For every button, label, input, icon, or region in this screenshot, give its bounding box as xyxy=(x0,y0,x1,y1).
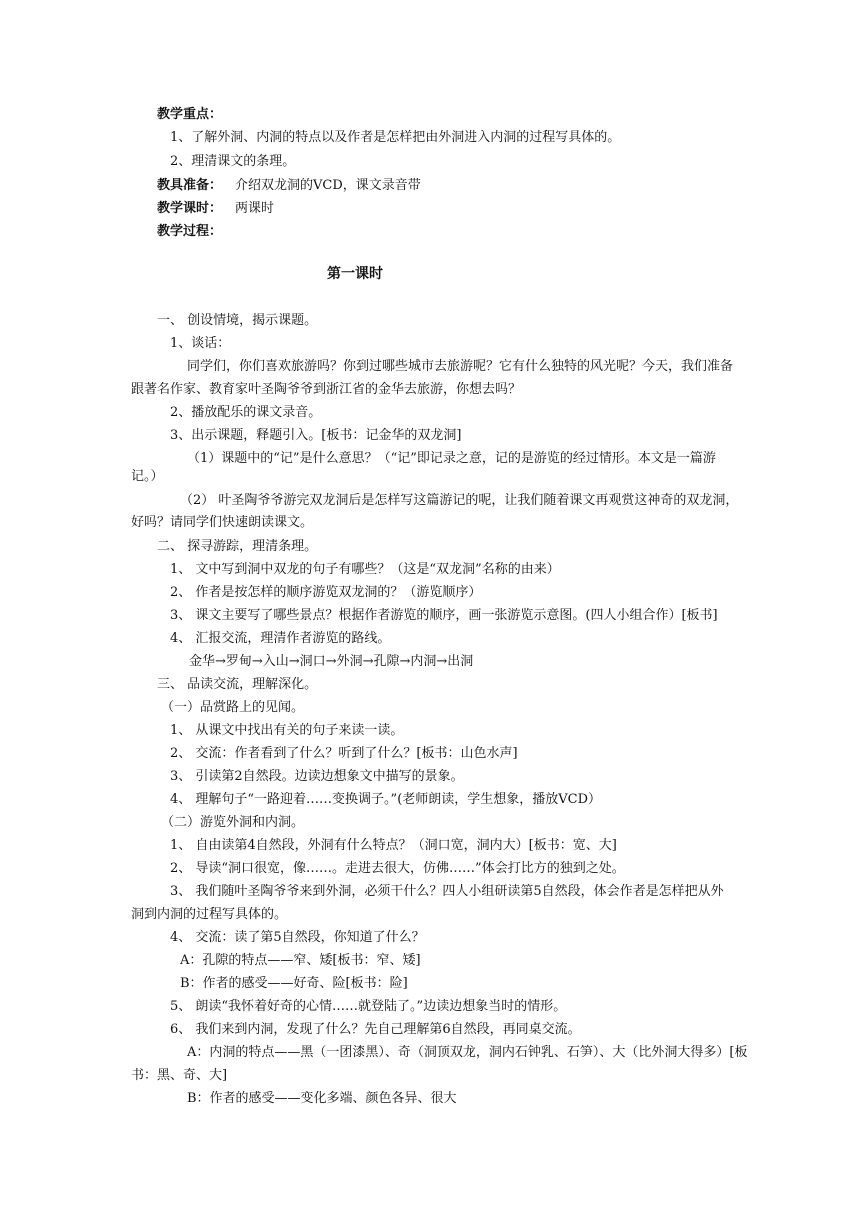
step-3a-4: 4、 理解句子“一路迎着……变换调子。”(老师朗读，学生想象，播放VCD） xyxy=(170,792,602,807)
paragraph-line: （2） 叶圣陶爷爷游完双龙洞后是怎样写这篇游记的呢，让我们随着课文再观赏这神奇的双龙洞， xyxy=(180,493,739,508)
class-hours-value: 两课时 xyxy=(235,201,275,216)
step-2-1: 1、 文中写到洞中双龙的句子有哪些？（这是“双龙洞”名称的由来） xyxy=(170,562,560,577)
paragraph-line: 跟著名作家、教育家叶圣陶爷爷到浙江省的金华去旅游，你想去吗？ xyxy=(131,382,522,397)
route-line: 金华→罗甸→入山→洞口→外洞→孔隙→内洞→出洞 xyxy=(189,654,474,669)
paragraph-line: 书：黑、奇、大] xyxy=(131,1068,228,1083)
answer-b: B：作者的感受——变化多端、颜色各异、很大 xyxy=(187,1091,457,1106)
answer-a: A：内洞的特点——黑（一团漆黑）、奇（洞顶双龙，洞内石钟乳、石笋）、大（比外洞大得多）[板 xyxy=(187,1045,748,1060)
focus-item-1: 1、了解外洞、内洞的特点以及作者是怎样把由外洞进入内洞的过程写具体的。 xyxy=(170,130,621,145)
step-3a-1: 1、 从课文中找出有关的句子来读一读。 xyxy=(170,723,404,738)
step-3b-1: 1、 自由读第4自然段，外洞有什么特点？（洞口宽，洞内大）[板书：宽、大] xyxy=(170,838,617,853)
step-3b-5: 5、 朗读“我怀着好奇的心情……就登陆了。”边读边想象当时的情形。 xyxy=(170,999,567,1014)
step-2-4: 4、 汇报交流，理清作者游览的路线。 xyxy=(170,631,391,646)
paragraph-line: 记。） xyxy=(131,469,164,484)
step-1-3: 3、出示课题，释题引入。[板书：记金华的双龙洞] xyxy=(170,428,462,443)
section-3-heading: 三、 品读交流，理解深化。 xyxy=(157,677,318,692)
heading-teaching-process: 教学过程： xyxy=(157,224,223,239)
subsection-1-heading: （一）品赏路上的见闻。 xyxy=(161,700,305,715)
focus-item-2: 2、理清课文的条理。 xyxy=(170,154,296,169)
paragraph-line: 同学们，你们喜欢旅游吗？你到过哪些城市去旅游呢？它有什么独特的风光呢？今天，我们准备 xyxy=(187,359,734,374)
step-3a-2: 2、 交流：作者看到了什么？听到了什么？[板书：山色水声] xyxy=(170,746,518,761)
heading-class-hours: 教学课时： xyxy=(157,201,223,216)
paragraph-line: 好吗？请同学们快速朗读课文。 xyxy=(131,515,314,530)
teaching-aids-value: 介绍双龙洞的VCD，课文录音带 xyxy=(235,178,421,193)
heading-teaching-focus: 教学重点： xyxy=(157,107,223,122)
step-3b-6: 6、 我们来到内洞，发现了什么？先自己理解第6自然段，再同桌交流。 xyxy=(170,1022,581,1037)
section-2-heading: 二、 探寻游踪，理清条理。 xyxy=(157,539,318,554)
step-2-3: 3、 课文主要写了哪些景点？根据作者游览的顺序，画一张游览示意图。(四人小组合作）[板书] xyxy=(170,608,718,623)
step-3b-4: 4、 交流：读了第5自然段，你知道了什么？ xyxy=(170,930,425,945)
step-3a-3: 3、 引读第2自然段。边读边想象文中描写的景象。 xyxy=(170,769,464,784)
paragraph-line: （1）课题中的“记”是什么意思？（“记”即记录之意，记的是游览的经过情形。本文是一篇游 xyxy=(187,451,716,466)
section-1-heading: 一、 创设情境，揭示课题。 xyxy=(157,313,318,328)
step-3b-2: 2、 导读“洞口很宽，像……。走进去很大，仿佛……”体会打比方的独到之处。 xyxy=(170,861,625,876)
subsection-2-heading: （二）游览外洞和内洞。 xyxy=(161,815,305,830)
answer-a: A：孔隙的特点——窄、矮[板书：窄、矮] xyxy=(180,953,421,968)
answer-b: B：作者的感受——好奇、险[板书：险] xyxy=(180,976,408,991)
step-2-2: 2、 作者是按怎样的顺序游览双龙洞的？（游览顺序） xyxy=(170,585,482,600)
step-1-1: 1、谈话： xyxy=(170,336,231,351)
heading-teaching-aids: 教具准备： xyxy=(157,178,223,193)
step-1-2: 2、播放配乐的课文录音。 xyxy=(170,405,322,420)
lesson-title: 第一课时 xyxy=(327,266,383,282)
paragraph-line: 洞到内洞的过程写具体的。 xyxy=(131,907,288,922)
step-3b-3: 3、 我们随叶圣陶爷爷来到外洞，必须干什么？四人小组研读第5自然段，体会作者是怎样把从外 xyxy=(170,884,724,899)
